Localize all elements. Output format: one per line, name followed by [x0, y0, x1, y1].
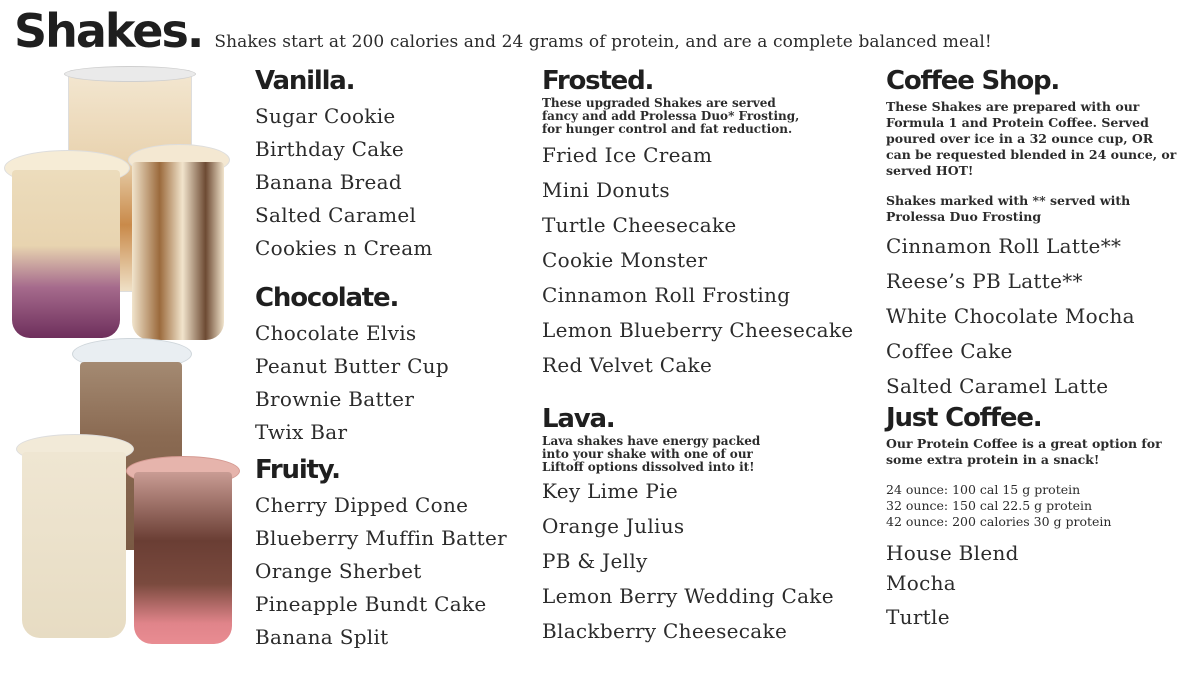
- list-item: Chocolate Elvis: [255, 321, 417, 345]
- list-item: White Chocolate Mocha: [886, 304, 1135, 328]
- list-item: Twix Bar: [255, 420, 348, 444]
- just-coffee-list: [886, 541, 1191, 635]
- list-item: Key Lime Pie: [542, 479, 679, 503]
- berry-shake-image: [12, 170, 120, 338]
- frosted-description: These upgraded Shakes are served fancy and add Prolessa Duo* Frosting, for hunger control and fat reduction.: [542, 96, 800, 136]
- list-item: Cookies n Cream: [255, 236, 433, 260]
- strawberry-shake-image: [134, 472, 232, 644]
- list-item: Banana Split: [255, 625, 389, 649]
- column-3: [886, 66, 1191, 635]
- list-item: Blackberry Cheesecake: [542, 619, 788, 643]
- caramel-swirl-shake-image: [132, 162, 224, 340]
- list-item: PB & Jelly: [542, 549, 648, 573]
- list-item: Cinnamon Roll Latte**: [886, 234, 1122, 258]
- section-title-coffee-shop: Coffee Shop.: [886, 66, 1060, 96]
- coffee-shop-note: Shakes marked with ** served with Prolessa Duo Frosting: [886, 193, 1131, 224]
- list-item: Fried Ice Cream: [542, 143, 713, 167]
- list-item: Cinnamon Roll Frosting: [542, 283, 791, 307]
- list-item: Cookie Monster: [542, 248, 708, 272]
- list-item: Orange Julius: [542, 514, 685, 538]
- column-2: [542, 66, 862, 654]
- list-item: Coffee Cake: [886, 339, 1013, 363]
- caramel-shake-lid: [64, 66, 196, 82]
- list-item: Lemon Blueberry Cheesecake: [542, 318, 854, 342]
- list-item: Salted Caramel Latte: [886, 374, 1109, 398]
- list-item: Salted Caramel: [255, 203, 417, 227]
- list-item: Birthday Cake: [255, 137, 405, 161]
- list-item: Peanut Butter Cup: [255, 354, 449, 378]
- list-item: Brownie Batter: [255, 387, 415, 411]
- just-coffee-sizes: 24 ounce: 100 cal 15 g protein 32 ounce: 150 cal 22.5 g protein 42 ounce: 200 calories 30 g protein: [886, 482, 1112, 529]
- chocolate-list: [255, 321, 525, 453]
- section-title-frosted: Frosted.: [542, 66, 654, 96]
- coffee-shop-description: These Shakes are prepared with our Formula 1 and Protein Coffee. Served poured over ice in a 32 ounce cup, OR can be requested blended in 24 ounce, or served HOT!: [886, 99, 1177, 178]
- list-item: Orange Sherbet: [255, 559, 422, 583]
- vanilla-shake-image: [22, 452, 126, 638]
- vanilla-list: [255, 104, 525, 269]
- list-item: House Blend: [886, 541, 1019, 565]
- frosted-list: [542, 143, 862, 388]
- list-item: Red Velvet Cake: [542, 353, 713, 377]
- list-item: Blueberry Muffin Batter: [255, 526, 508, 550]
- section-title-chocolate: Chocolate.: [255, 283, 399, 313]
- list-item: Turtle Cheesecake: [542, 213, 737, 237]
- lava-description: Lava shakes have energy packed into your shake with one of our Liftoff options dissolved into it!: [542, 434, 761, 474]
- section-title-just-coffee: Just Coffee.: [886, 403, 1042, 433]
- page-title: Shakes.: [14, 4, 203, 58]
- just-coffee-description: Our Protein Coffee is a great option for some extra protein in a snack!: [886, 436, 1162, 467]
- page-subtitle: Shakes start at 200 calories and 24 grams of protein, and are a complete balanced meal!: [214, 32, 992, 52]
- fruity-list: [255, 493, 525, 658]
- coffee-shop-list: [886, 234, 1191, 409]
- lava-list: [542, 479, 862, 654]
- list-item: Mocha: [886, 571, 957, 595]
- list-item: Mini Donuts: [542, 178, 670, 202]
- list-item: Sugar Cookie: [255, 104, 396, 128]
- list-item: Cherry Dipped Cone: [255, 493, 469, 517]
- list-item: Lemon Berry Wedding Cake: [542, 584, 834, 608]
- column-1: [255, 66, 525, 658]
- header: [14, 4, 992, 58]
- section-title-fruity: Fruity.: [255, 455, 340, 485]
- shakes-photo: [0, 62, 245, 682]
- list-item: Pineapple Bundt Cake: [255, 592, 487, 616]
- list-item: Banana Bread: [255, 170, 403, 194]
- list-item: Turtle: [886, 605, 950, 629]
- section-title-vanilla: Vanilla.: [255, 66, 355, 96]
- list-item: Reese’s PB Latte**: [886, 269, 1083, 293]
- section-title-lava: Lava.: [542, 404, 615, 434]
